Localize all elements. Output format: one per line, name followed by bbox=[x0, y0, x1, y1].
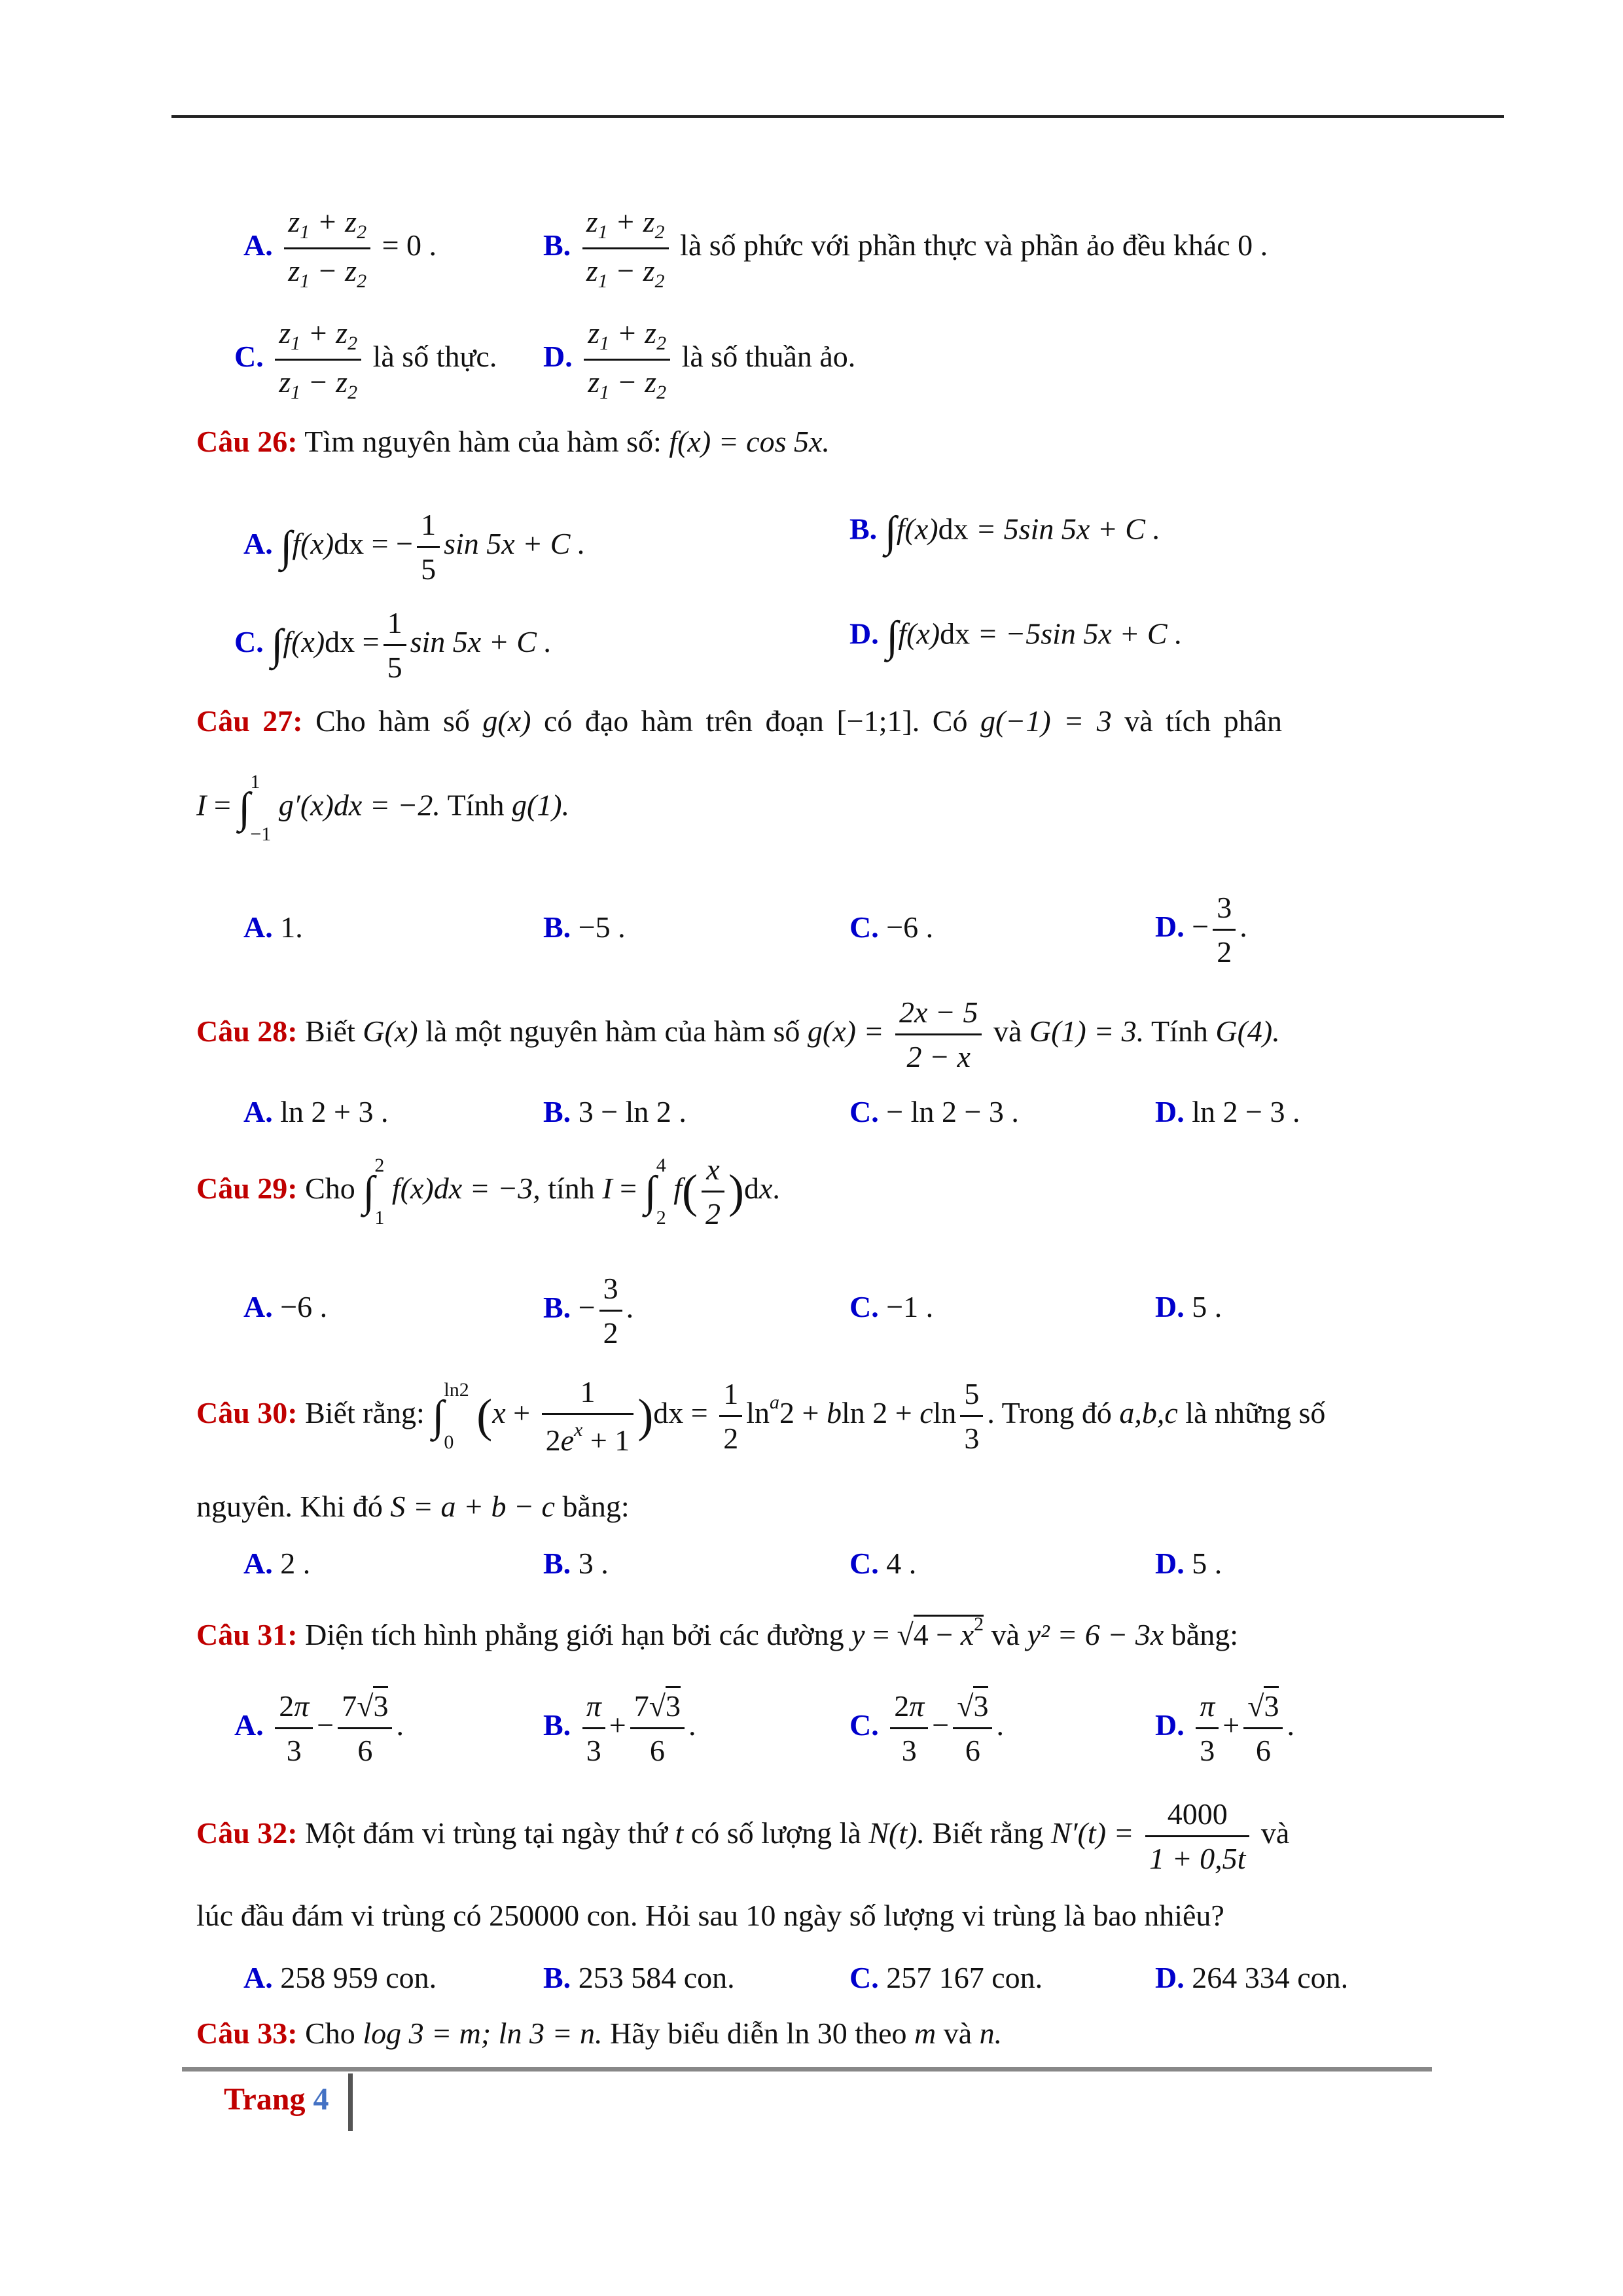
q25-option-b: B. $\frac{z_1 + z_2}{z_1 - z_2}$ là số phức với phần thực và phần ảo đều khác 0 . bbox=[543, 205, 1268, 292]
q32-option-b: B. 253 584 con. bbox=[543, 1961, 735, 1994]
q32-option-a: A. 258 959 con. bbox=[243, 1961, 437, 1994]
q32-option-d: D. 264 334 con. bbox=[1155, 1961, 1349, 1994]
q27-option-a: A. 1. bbox=[243, 910, 303, 944]
q26-option-b: B. ∫f(x)dx = 5sin 5x + C . bbox=[849, 508, 1160, 556]
q31-option-d: D. $\frac{\pi}{3}$ + $\frac{√3}{6}$ . bbox=[1155, 1689, 1294, 1768]
q27-stem-line1: Câu 27: Cho hàm số g(x) có đạo hàm trên đoạn [−1;1]. Có g(−1) = 3 và tích phân bbox=[196, 704, 1283, 738]
q28-option-b: B. 3 − ln 2 . bbox=[543, 1095, 687, 1128]
q33-stem: Câu 33: Cho log 3 = m; ln 3 = n. Hãy biểu diễn ln 30 theo m và n. bbox=[196, 2017, 1003, 2050]
page-number: Trang 4 bbox=[224, 2082, 329, 2117]
q26-option-a: A. ∫f(x)dx = − $\frac{1}{5}$ sin 5x + C . bbox=[243, 508, 586, 586]
q31-option-c: C. $\frac{2\pi}{3}$ − $\frac{√3}{6}$ . bbox=[849, 1689, 1004, 1768]
header-rule bbox=[171, 115, 1504, 118]
q30-stem-line1: Câu 30: Biết rằng: ∫ ln2 0 (x + $\frac{1}{2e^x + 1}$ )dx = $\frac{1}{2}$ $\ln^a2 + bln$ 2 + cln $\frac{5}{3}$ . Trong đó a,b,c là những số bbox=[196, 1375, 1326, 1457]
q29-stem: Câu 29: Cho ∫ 2 1 f(x)dx = −3, tính I = ∫ 4 2 f( $\frac{x}{2}$ )dx. bbox=[196, 1153, 780, 1230]
q31-option-a: A. $\frac{2\pi}{3}$ − $\frac{7√3}{6}$ . bbox=[234, 1689, 404, 1768]
q30-option-d: D. 5 . bbox=[1155, 1547, 1222, 1580]
q29-option-d: D. 5 . bbox=[1155, 1290, 1222, 1323]
q27-option-b: B. −5 . bbox=[543, 910, 626, 944]
q25-option-c: C. $\frac{z_1 + z_2}{z_1 - z_2}$ là số thực. bbox=[234, 316, 497, 403]
q28-option-a: A. ln 2 + 3 . bbox=[243, 1095, 389, 1128]
q26-stem: Câu 26: Tìm nguyên hàm của hàm số: f(x) = cos 5x. bbox=[196, 425, 830, 458]
q29-option-b: B. − $\frac{3}{2}$ . bbox=[543, 1272, 634, 1350]
q30-option-a: A. 2 . bbox=[243, 1547, 311, 1580]
q28-option-d: D. ln 2 − 3 . bbox=[1155, 1095, 1300, 1128]
q31-stem: Câu 31: Diện tích hình phẳng giới hạn bởi các đường $y = √4 - x^2$ và y² = 6 − 3x bằng: bbox=[196, 1613, 1238, 1651]
q28-stem: Câu 28: Biết G(x) là một nguyên hàm của hàm số g(x) = $\frac{2x - 5}{2 - x}$ và G(1) = 3. Tính G(4). bbox=[196, 996, 1280, 1073]
q32-stem-line2: lúc đầu đám vi trùng có 250000 con. Hỏi sau 10 ngày số lượng vi trùng là bao nhiêu? bbox=[196, 1899, 1224, 1932]
q27-option-c: C. −6 . bbox=[849, 910, 934, 944]
q26-option-c: C. ∫f(x)dx = $\frac{1}{5}$ sin 5x + C . bbox=[234, 606, 552, 684]
footer-divider bbox=[348, 2073, 353, 2131]
q25-option-a: A. $\frac{z_1 + z_2}{z_1 - z_2}$ = 0 . bbox=[243, 205, 437, 292]
q29-option-c: C. −1 . bbox=[849, 1290, 934, 1323]
q27-stem-line2: I = ∫ 1 −1 g′(x)dx = −2. Tính g(1). bbox=[196, 771, 570, 845]
q25-option-d: D. $\frac{z_1 + z_2}{z_1 - z_2}$ là số thuần ảo. bbox=[543, 316, 856, 403]
footer-rule bbox=[182, 2067, 1432, 2072]
q29-option-a: A. −6 . bbox=[243, 1290, 328, 1323]
q30-stem-line2: nguyên. Khi đó S = a + b − c bằng: bbox=[196, 1490, 630, 1523]
q32-stem-line1: Câu 32: Một đám vi trùng tại ngày thứ t có số lượng là N(t). Biết rằng N′(t) = $\frac{4000}{1 + 0,5t}$ và bbox=[196, 1797, 1290, 1875]
q31-option-b: B. $\frac{\pi}{3}$ + $\frac{7√3}{6}$ . bbox=[543, 1689, 696, 1768]
q27-option-d: D. − $\frac{3}{2}$ . bbox=[1155, 891, 1247, 969]
q30-option-b: B. 3 . bbox=[543, 1547, 609, 1580]
q26-option-d: D. ∫f(x)dx = −5sin 5x + C . bbox=[849, 613, 1183, 660]
q32-option-c: C. 257 167 con. bbox=[849, 1961, 1043, 1994]
q30-option-c: C. 4 . bbox=[849, 1547, 917, 1580]
q28-option-c: C. − ln 2 − 3 . bbox=[849, 1095, 1019, 1128]
